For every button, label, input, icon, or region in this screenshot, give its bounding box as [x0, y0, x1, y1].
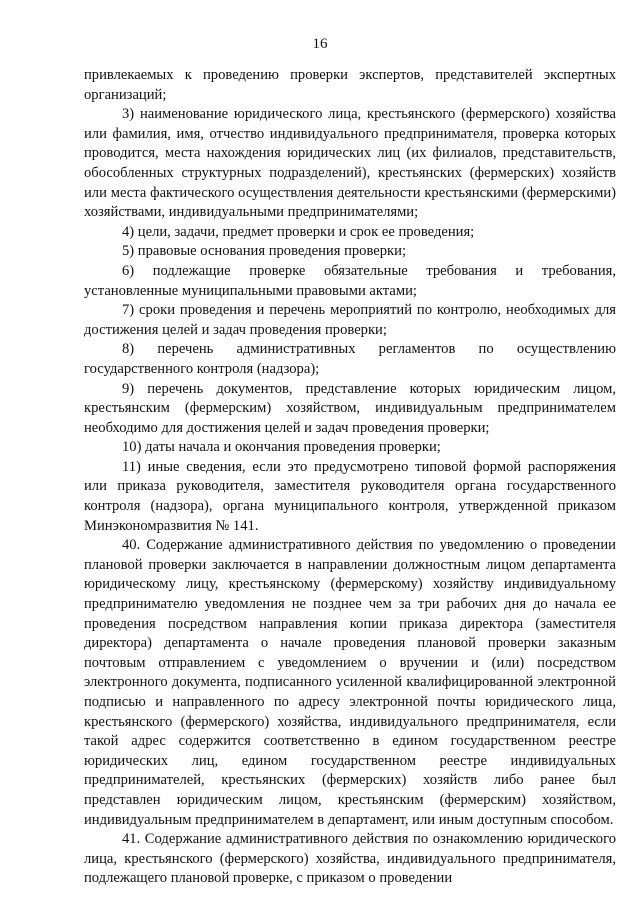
paragraph-item-5: 5) правовые основания проведения проверки;: [122, 243, 407, 260]
paragraph-item-3: 3) наименование юридического лица, крестьянского (фермерского) хозяйства или фамилия, имя, отчество индивидуального предпринимателя, проверка которых проводится, места нахождения юридических лиц (их филиалов, представительств, обособленных структурных подразделений), крестьянских (фермерских) хозяйств или места фактического осуществления деятельности крестьянскими (фермерскими) хозяйствами, индивидуальными предпринимателями;: [84, 106, 616, 221]
paragraph-item-8: 8) перечень административных регламентов по осуществлению государственного контроля (надзора);: [84, 341, 616, 377]
paragraph-item-6: 6) подлежащие проверке обязательные требования и требования, установленные муниципальными правовыми актами;: [84, 262, 616, 299]
paragraph-experts-continuation: привлекаемых к проведению проверки экспертов, представителей экспертных организаций;: [84, 67, 616, 103]
page-number: 16: [312, 36, 328, 52]
paragraph-item-4: 4) цели, задачи, предмет проверки и срок ее проведения;: [122, 223, 475, 240]
paragraph-section-41: 41. Содержание административного действия по ознакомлению юридического лица, крестьянского (фермерского) хозяйства, индивидуального предпринимателя, подлежащего плановой проверке, с приказом о проведении: [84, 831, 616, 887]
document-body: [84, 66, 616, 889]
paragraph-item-11: 11) иные сведения, если это предусмотрено типовой формой распоряжения или приказа руководителя, заместителя руководителя органа государственного контроля (надзора), органа муниципального контроля, утвержденной приказом Минэкономразвития № 141.: [84, 458, 616, 534]
paragraph-item-10: 10) даты начала и окончания проведения проверки;: [122, 439, 441, 456]
paragraph-item-9: 9) перечень документов, представление которых юридическим лицом, крестьянским (фермерским) хозяйством, индивидуальным предпринимателем необходимо для достижения целей и задач проведения проверки;: [84, 380, 616, 436]
paragraph-section-40: 40. Содержание административного действия по уведомлению о проведении плановой проверки заключается в направлении должностным лицом департамента юридическому лицу, крестьянскому (фермерскому) хозяйству индивидуальному предпринимателю уведомления не позднее чем за три рабочих дня до начала ее проведения посредством направления копии приказа директора (заместителя директора) департамента о начале проведения плановой проверки заказным почтовым отправлением с уведомлением о вручении и (или) посредством электронного документа, подписанного усиленной квалифицированной электронной подписью и направленного по адресу электронной почты юридического лица, крестьянского (фермерского) хозяйства, индивидуального предпринимателя, если такой адрес содержится соответственно в едином государственном реестре юридических лиц, едином государственном реестре индивидуальных предпринимателей, крестьянских (фермерских) хозяйств либо ранее был представлен юридическим лицом, крестьянским (фермерским) хозяйством, индивидуальным предпринимателем в департамент, или иным доступным способом.: [84, 537, 616, 828]
paragraph-item-7: 7) сроки проведения и перечень мероприятий по контролю, необходимых для достижения целей и задач проведения проверки;: [84, 302, 616, 338]
